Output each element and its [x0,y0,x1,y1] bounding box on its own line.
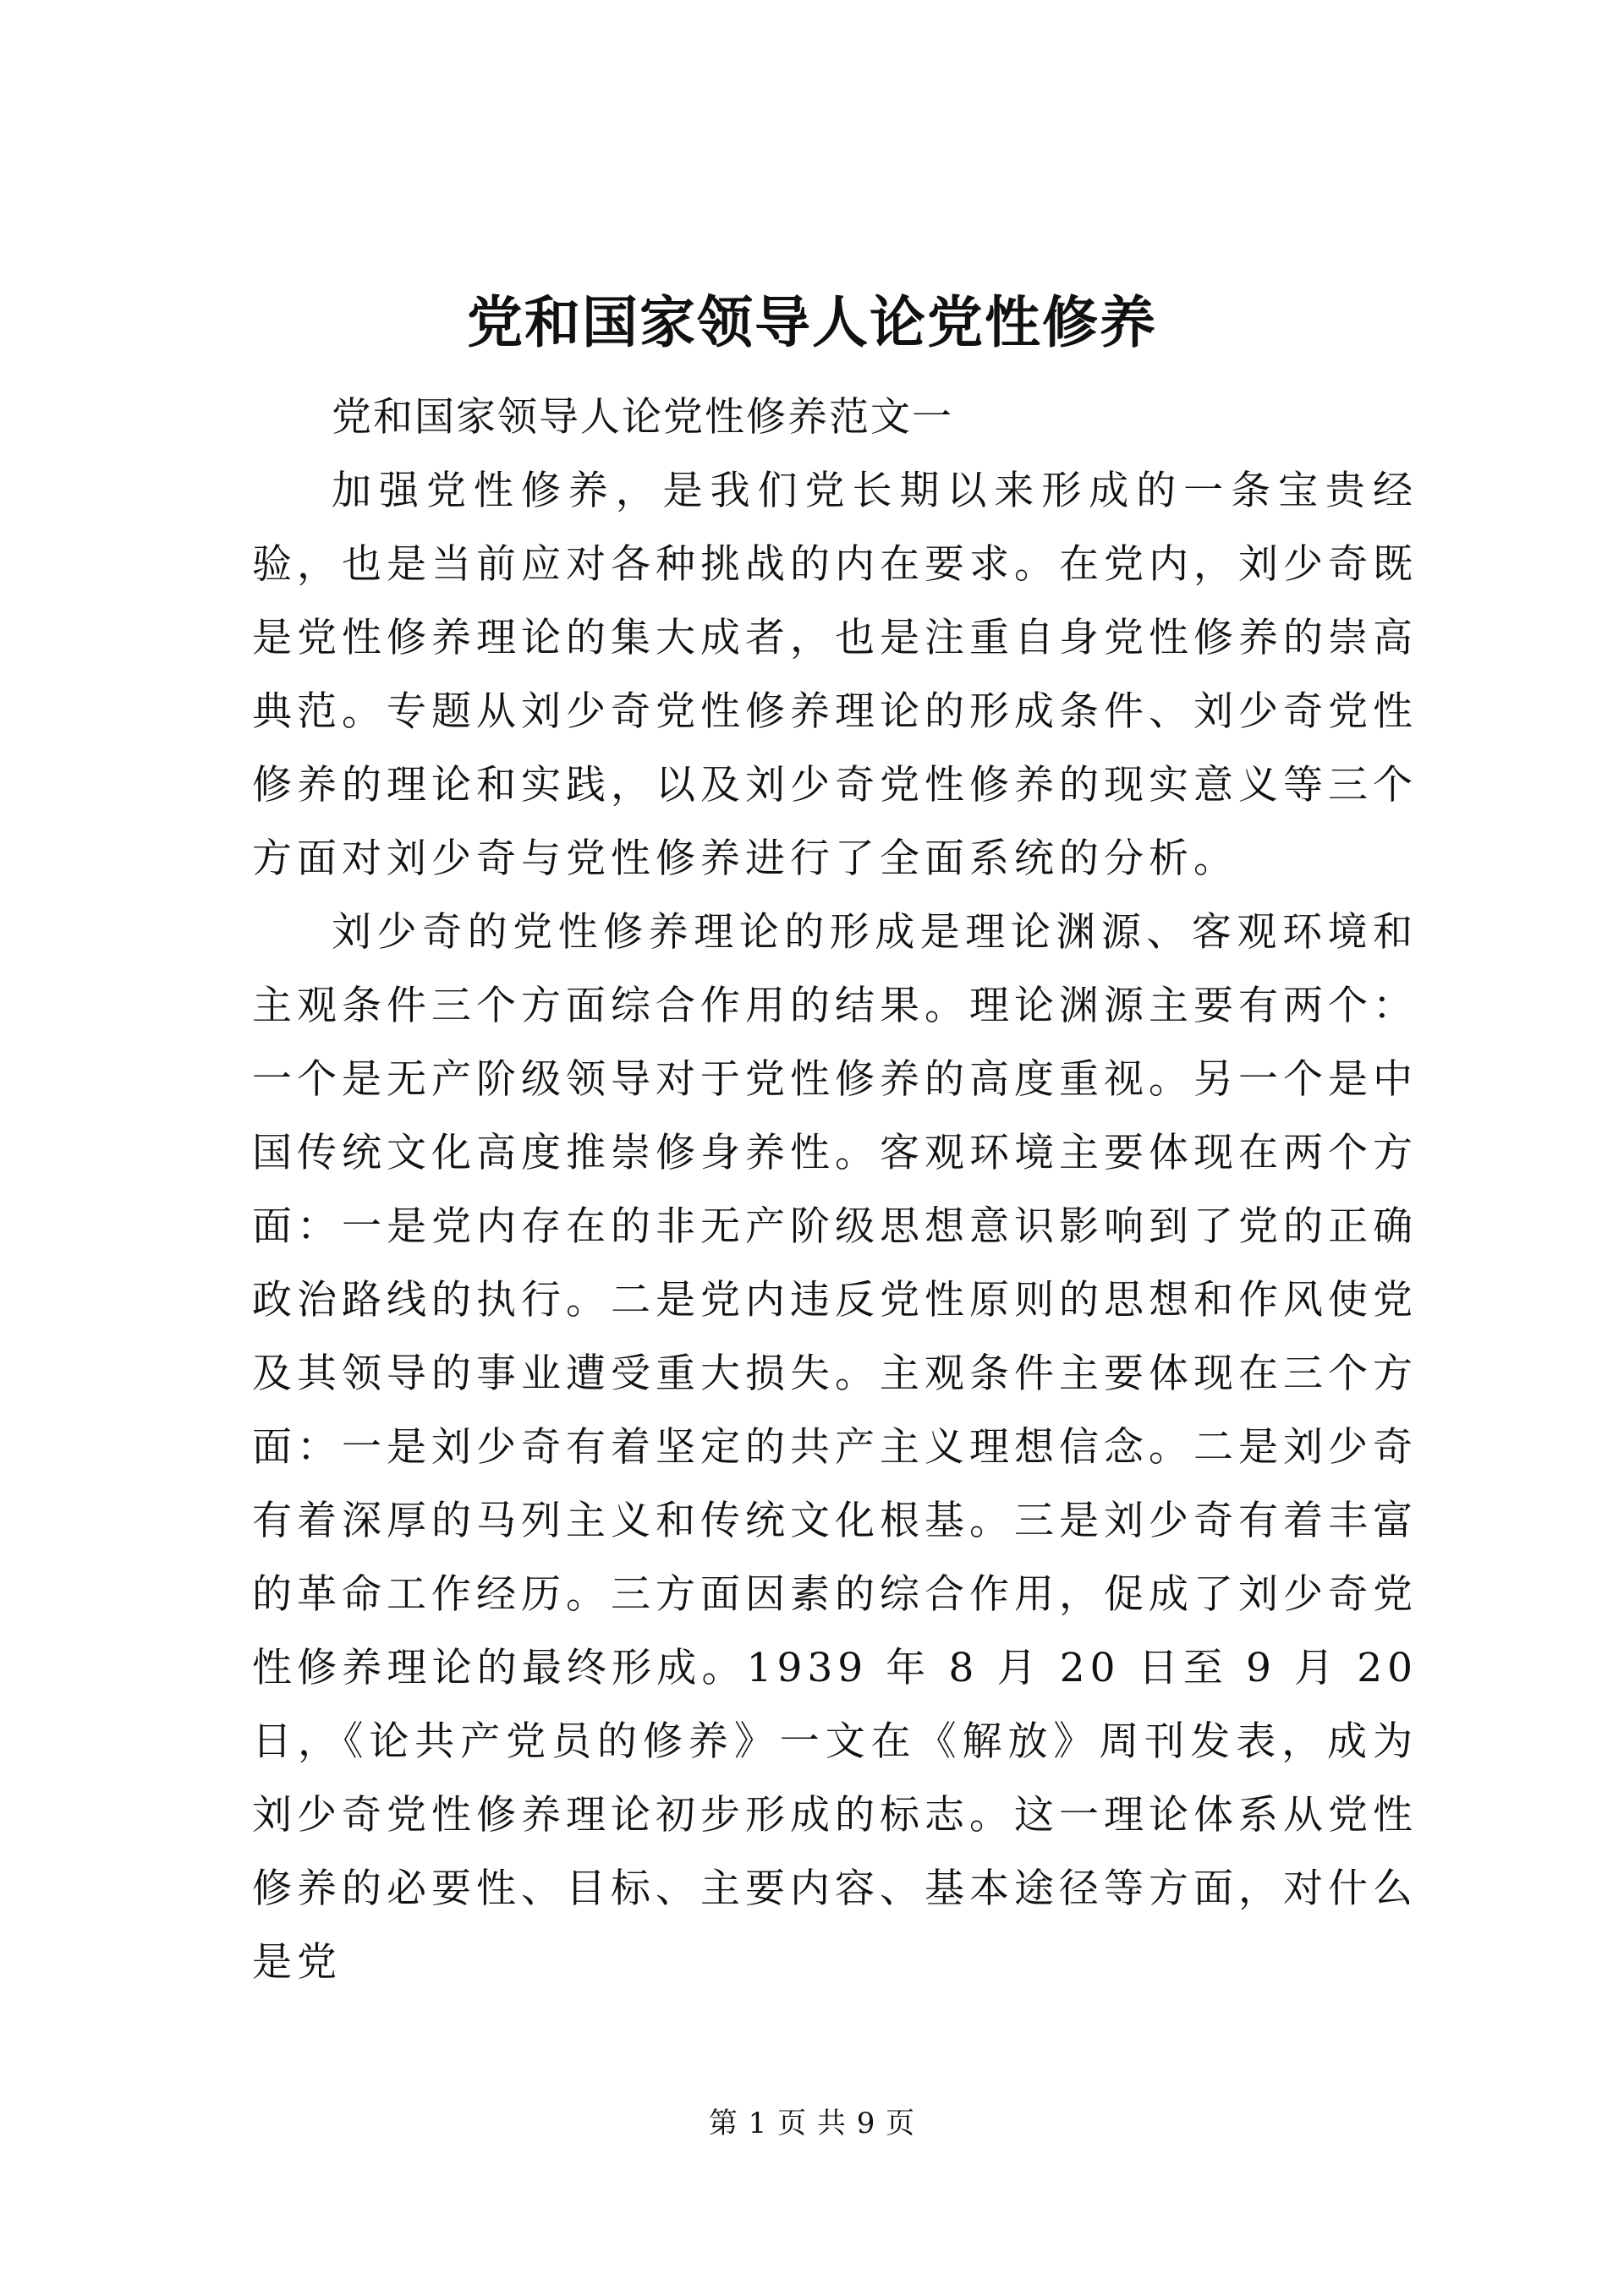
document-title: 党和国家领导人论党性修养 [467,289,1157,355]
paragraph-2: 刘少奇的党性修养理论的形成是理论渊源、客观环境和主观条件三个方面综合作用的结果。理论渊源主要有两个：一个是无产阶级领导对于党性修养的高度重视。另一个是中国传统文化高度推崇修身养性。客观环境主要体现在两个方面：一是党内存在的非无产阶级思想意识影响到了党的正确政治路线的执行。二是党内违反党性原则的思想和作风使党及其领导的事业遭受重大损失。主观条件主要体现在三个方面：一是刘少奇有着坚定的共产主义理想信念。二是刘少奇有着深厚的马列主义和传统文化根基。三是刘少奇有着丰富的革命工作经历。三方面因素的综合作用，促成了刘少奇党性修养理论的最终形成。1939 年 8 月 20 日至 9 月 20 日，《论共产党员的修养》一文在《解放》周刊发表，成为刘少奇党性修养理论初步形成的标志。这一理论体系从党性修养的必要性、目标、主要内容、基本途径等方面，对什么是党 [252,909,1418,1986]
document-body [252,381,1418,1999]
document-subtitle: 党和国家领导人论党性修养范文一 [332,394,953,441]
page-footer: 第 1 页 共 9 页 [708,2107,916,2140]
paragraph-1: 加强党性修养，是我们党长期以来形成的一条宝贵经验，也是当前应对各种挑战的内在要求。在党内，刘少奇既是党性修养理论的集大成者，也是注重自身党性修养的崇高典范。专题从刘少奇党性修养理论的形成条件、刘少奇党性修养的理论和实践，以及刘少奇党性修养的现实意义等三个方面对刘少奇与党性修养进行了全面系统的分析。 [252,468,1418,882]
